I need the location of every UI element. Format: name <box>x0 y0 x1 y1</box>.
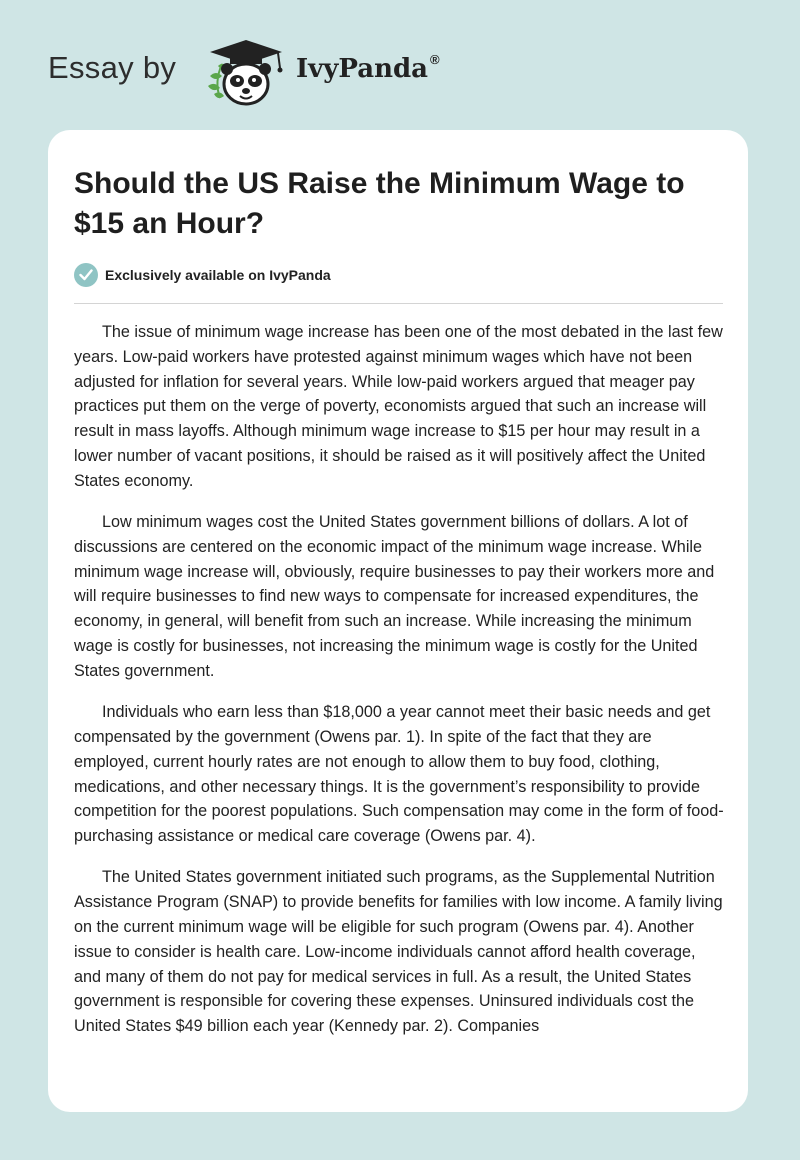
paragraph: Low minimum wages cost the United States government billions of dollars. A lot of discussions are centered on the economic impact of the minimum wage increase. While minimum wage increase will, obviously, require businesses to pay their workers more and will require businesses to find new ways to compensate for increased expenditures, the economy, in general, will benefit from such an increase. While increasing the minimum wage is costly for businesses, not increasing the minimum wage is costly for the United States government. <box>74 513 715 680</box>
check-circle-icon <box>74 263 98 287</box>
exclusive-badge-text: Exclusively available on IvyPanda <box>105 267 331 283</box>
divider <box>74 303 723 304</box>
paragraph: The United States government initiated such programs, as the Supplemental Nutrition Assistance Program (SNAP) to provide benefits for families with low income. A family living on the current minimum wage will be eligible for such program (Owens par. 4). Another issue to consider is health care. Low-income individuals cannot afford health coverage, and many of them do not pay for medical services in full. As a result, the United States government is responsible for covering these expenses. Uninsured individuals cost the United States $49 billion each year (Kennedy par. 2). Companies <box>74 868 723 1036</box>
exclusive-badge <box>74 262 331 288</box>
panda-graduate-logo-icon[interactable] <box>200 36 292 110</box>
paragraph: The issue of minimum wage increase has been one of the most debated in the last few years. Low-paid workers have protested against minimum wages which have not been adjusted for inflation for several years. While low-paid workers argued that meager pay practices put them on the verge of poverty, economists argued that such an increase will result in mass layoffs. Although minimum wage increase to $15 per hour may result in a lower number of vacant positions, it should be raised as it will positively affect the United States economy. <box>74 323 723 490</box>
paragraph: Individuals who earn less than $18,000 a year cannot meet their basic needs and get compensated by the government (Owens par. 1). In spite of the fact that they are employed, current hourly rates are not enough to allow them to buy food, clothing, medications, and other necessary things. It is the government’s responsibility to provide competition for the poorest populations. Such compensation may come in the form of food-purchasing assistance or medical care coverage (Owens par. 4). <box>74 703 724 846</box>
essay-card <box>48 130 748 1112</box>
brand-name: IvyPanda <box>296 54 429 84</box>
essay-by-label: Essay by <box>48 50 177 85</box>
essay-title: Should the US Raise the Minimum Wage to $15 an Hour? <box>74 167 685 240</box>
site-header <box>0 0 800 130</box>
registered-mark: ® <box>430 52 440 67</box>
essay-body <box>74 320 726 1056</box>
brand-logo-text[interactable] <box>296 54 440 84</box>
